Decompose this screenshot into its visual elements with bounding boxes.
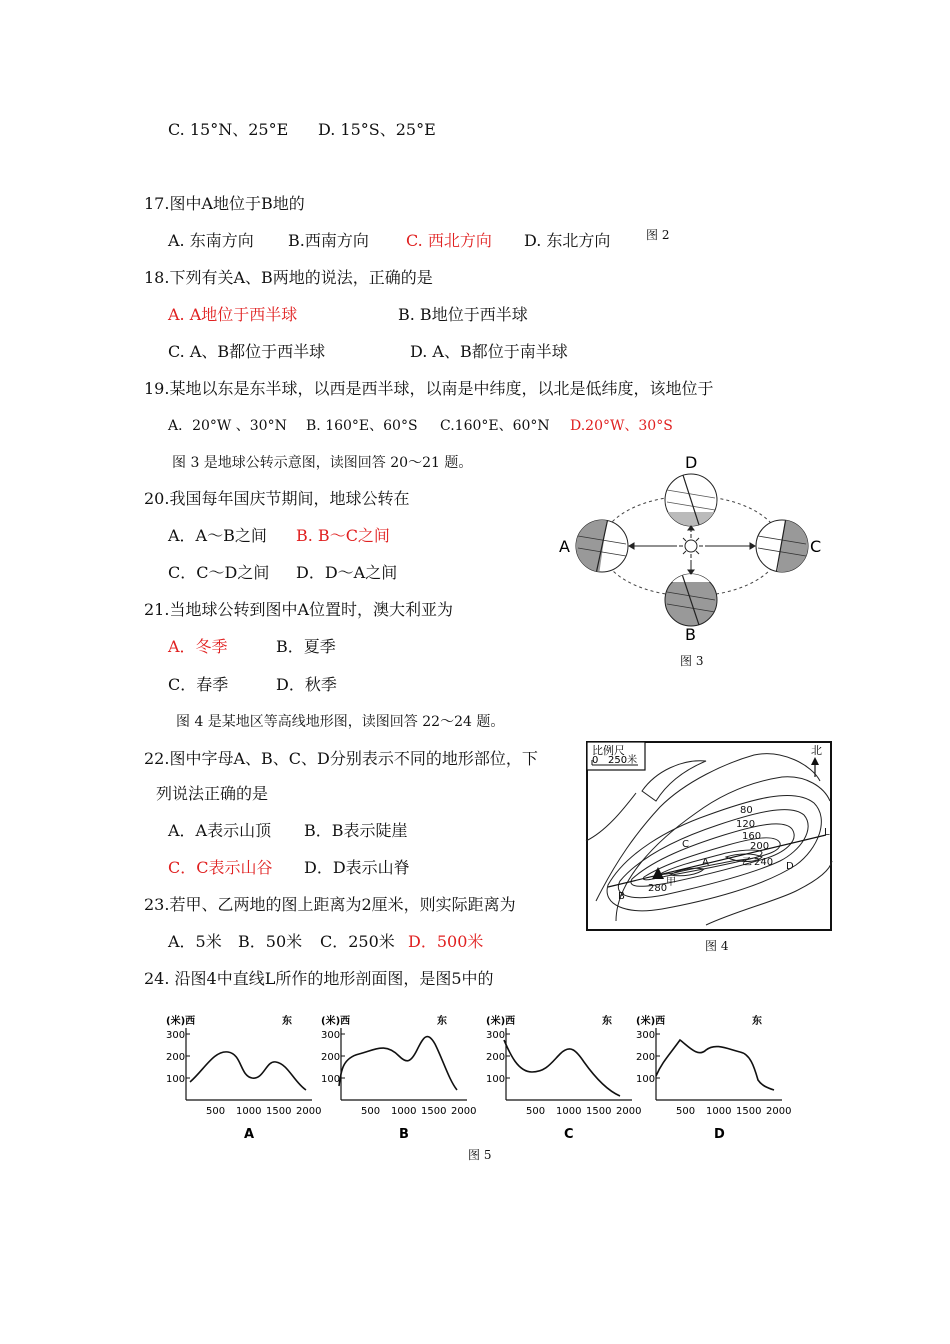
- q20-option-d: D．D～A之间: [296, 563, 398, 582]
- x-tick: 500: [526, 1106, 546, 1117]
- x-tick: 500: [676, 1106, 696, 1117]
- panel-label-c: C: [564, 1127, 574, 1142]
- x-tick: 2000: [616, 1106, 642, 1117]
- label-a: A: [702, 857, 709, 868]
- label-l: L: [824, 827, 830, 838]
- q21-option-d: D．秋季: [276, 675, 337, 694]
- y-tick: 100: [321, 1074, 341, 1085]
- panel-label-a: A: [244, 1127, 255, 1142]
- x-tick: 1000: [556, 1106, 582, 1117]
- q17-option-b: B.西南方向: [288, 231, 369, 250]
- contour-120: 120: [736, 819, 756, 830]
- q22-stem-line1: 22.图中字母A、B、C、D分别表示不同的地形部位，下: [144, 749, 538, 768]
- q16-option-d: D. 15°S、25°E: [318, 120, 436, 139]
- q17-option-d: D. 东北方向: [524, 231, 611, 250]
- q21-stem: 21.当地球公转到图中A位置时，澳大利亚为: [144, 600, 454, 619]
- x-tick: 1000: [236, 1106, 262, 1117]
- sun-icon: [679, 534, 703, 558]
- contour-200: 200: [750, 841, 770, 852]
- q21-option-a-answer: A．冬季: [168, 637, 228, 656]
- q16-option-c: C. 15°N、25°E: [168, 120, 289, 139]
- fig5-profiles: [164, 1010, 792, 1150]
- x-tick: 1000: [391, 1106, 417, 1117]
- q21-option-c: C．春季: [168, 675, 229, 694]
- unit-label: (米)西: [321, 1016, 351, 1027]
- fig2-caption: 图 2: [646, 228, 670, 242]
- q23-option-c: C．250米: [320, 932, 395, 951]
- profile-curve: [504, 1040, 620, 1096]
- y-tick: 200: [166, 1052, 186, 1063]
- fig3-label-a: A: [559, 537, 570, 556]
- fig3-label-c: C: [810, 537, 822, 556]
- q22-option-d: D．D表示山脊: [304, 858, 410, 877]
- east-label: 东: [752, 1016, 762, 1027]
- profile-panel-1: [166, 1014, 321, 1142]
- q18-stem: 18.下列有关A、B两地的说法，正确的是: [144, 268, 433, 287]
- q22-stem-line2: 列说法正确的是: [156, 784, 269, 803]
- earth-d: [665, 472, 717, 532]
- profile-panel-2: [321, 1014, 476, 1142]
- q21-option-b: B．夏季: [276, 637, 336, 656]
- y-tick: 200: [321, 1052, 341, 1063]
- panel-label-d: D: [714, 1127, 725, 1142]
- q22-option-b: B．B表示陡崖: [304, 821, 408, 840]
- q20-option-a: A．A～B之间: [168, 526, 267, 545]
- scale-zero: 0: [592, 755, 599, 766]
- fig3-label-b: B: [685, 625, 696, 644]
- q19-option-b: B. 160°E、60°S: [306, 418, 418, 434]
- fig4-caption: 图 4: [705, 939, 729, 953]
- east-label: 东: [602, 1016, 612, 1027]
- unit-label: (米)西: [636, 1016, 666, 1027]
- panel-label-b: B: [399, 1127, 409, 1142]
- x-tick: 1500: [736, 1106, 762, 1117]
- east-label: 东: [437, 1016, 447, 1027]
- q20-stem: 20.我国每年国庆节期间，地球公转在: [144, 489, 410, 508]
- q18-option-b: B. B地位于西半球: [398, 305, 528, 324]
- label-d: D: [786, 861, 794, 872]
- q23-option-b: B．50米: [238, 932, 303, 951]
- east-label: 东: [282, 1016, 292, 1027]
- q20-option-c: C．C～D之间: [168, 563, 270, 582]
- y-tick: 300: [321, 1030, 341, 1041]
- x-tick: 2000: [296, 1106, 322, 1117]
- profile-panel-3: [486, 1014, 641, 1142]
- q19-option-a: A．20°W 、30°N: [168, 418, 287, 434]
- x-tick: 1500: [421, 1106, 447, 1117]
- x-tick: 500: [361, 1106, 381, 1117]
- label-jia: 甲: [666, 877, 676, 888]
- fig3-earth-revolution-diagram: [550, 452, 840, 647]
- y-tick: 300: [486, 1030, 506, 1041]
- q17-option-a: A. 东南方向: [168, 231, 254, 250]
- x-tick: 1500: [586, 1106, 612, 1117]
- q22-option-c-answer: C．C表示山谷: [168, 858, 273, 877]
- svg-text:北: 北: [811, 744, 822, 757]
- earth-b: [665, 572, 717, 628]
- fig5-caption: 图 5: [468, 1148, 492, 1162]
- fig4-intro: 图 4 是某地区等高线地形图，读图回答 22～24 题。: [176, 714, 505, 730]
- q19-option-d-answer: D.20°W、30°S: [570, 418, 673, 434]
- scale-value: 250米: [608, 755, 638, 766]
- x-tick: 2000: [766, 1106, 792, 1117]
- contour-160: 160: [742, 831, 762, 842]
- fig4-contour-map: [586, 741, 832, 931]
- y-tick: 300: [166, 1030, 186, 1041]
- q19-option-c: C.160°E、60°N: [440, 418, 550, 434]
- contour-280: 280: [648, 883, 668, 894]
- q18-option-c: C. A、B都位于西半球: [168, 342, 326, 361]
- q24-stem: 24. 沿图4中直线L所作的地形剖面图，是图5中的: [144, 969, 494, 988]
- y-tick: 200: [636, 1052, 656, 1063]
- profile-curve: [339, 1037, 457, 1090]
- x-tick: 500: [206, 1106, 226, 1117]
- q22-option-a: A．A表示山顶: [168, 821, 272, 840]
- scale-title: 比例尺: [592, 744, 625, 757]
- fig3-label-d: D: [685, 453, 698, 472]
- q19-stem: 19.某地以东是东半球，以西是西半球，以南是中纬度，以北是低纬度，该地位于: [144, 379, 714, 398]
- y-tick: 100: [636, 1074, 656, 1085]
- q20-option-b-answer: B. B～C之间: [296, 526, 390, 545]
- profile-panel-4: [636, 1014, 791, 1142]
- fig3-intro: 图 3 是地球公转示意图，读图回答 20～21 题。: [172, 455, 473, 471]
- q23-stem: 23.若甲、乙两地的图上距离为2厘米，则实际距离为: [144, 895, 516, 914]
- earth-c: [756, 512, 815, 582]
- x-tick: 1000: [706, 1106, 732, 1117]
- unit-label: (米)西: [166, 1016, 196, 1027]
- unit-label: (米)西: [486, 1016, 516, 1027]
- label-c: C: [682, 839, 689, 850]
- earth-a: [570, 512, 628, 582]
- fig3-caption: 图 3: [680, 654, 704, 668]
- label-b: B: [618, 891, 625, 902]
- y-tick: 200: [486, 1052, 506, 1063]
- contour-80: 80: [740, 805, 753, 816]
- q17-stem: 17.图中A地位于B地的: [144, 194, 305, 213]
- y-tick: 300: [636, 1030, 656, 1041]
- q23-option-a: A．5米: [168, 932, 222, 951]
- q23-option-d-answer: D．500米: [408, 932, 484, 951]
- q18-option-d: D. A、B都位于南半球: [410, 342, 568, 361]
- label-yi: 乙: [742, 857, 752, 868]
- y-tick: 100: [486, 1074, 506, 1085]
- x-tick: 1500: [266, 1106, 292, 1117]
- contour-240: 240: [754, 857, 774, 868]
- q17-option-c-answer: C. 西北方向: [406, 231, 492, 250]
- x-tick: 2000: [451, 1106, 477, 1117]
- q18-option-a-answer: A. A地位于西半球: [168, 305, 298, 324]
- y-tick: 100: [166, 1074, 186, 1085]
- profile-curve: [656, 1040, 774, 1090]
- profile-curve: [190, 1052, 306, 1090]
